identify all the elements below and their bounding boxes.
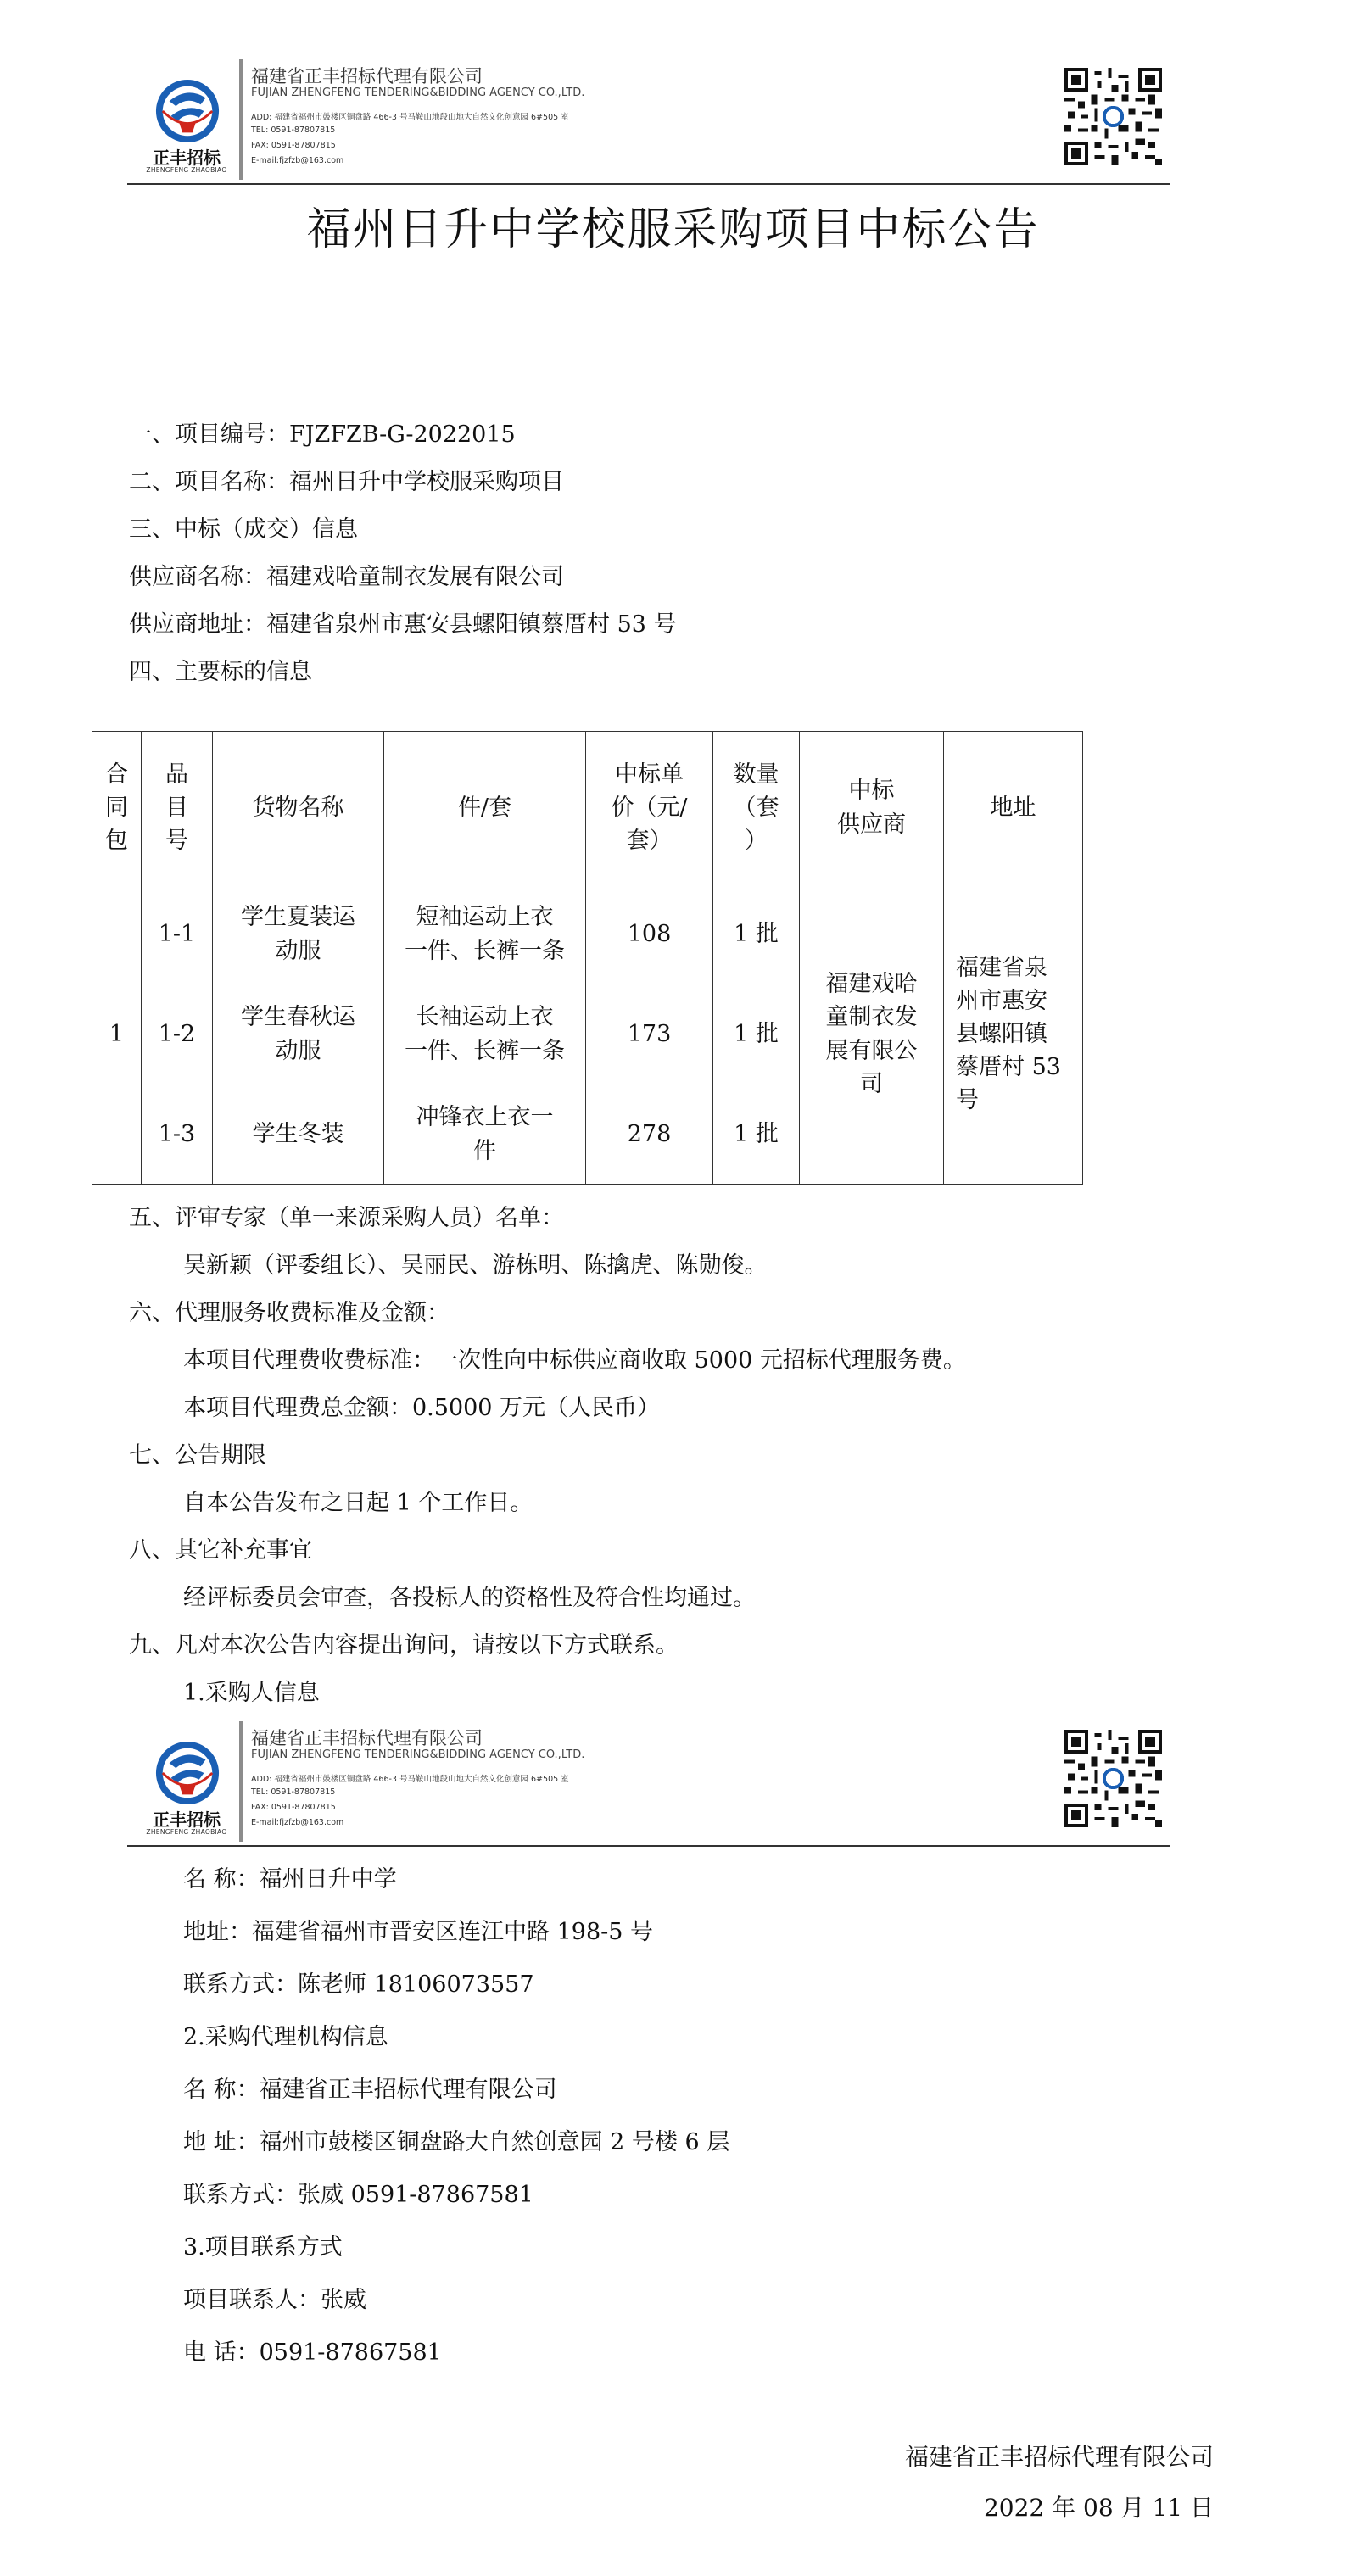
cell-quantity: 1 批 <box>713 984 800 1084</box>
purchaser-address: 地址：福建省福州市晋安区连江中路 198-5 号 <box>183 1919 654 1945</box>
header-unit: 件/套 <box>384 732 586 884</box>
header-goods-name: 货物名称 <box>213 732 384 884</box>
cell-address: 福建省泉 州市惠安 县螺阳镇 蔡厝村 53 号 <box>944 884 1083 1185</box>
experts-list: 吴新颖（评委组长）、吴丽民、游栋明、陈擒虎、陈勋俊。 <box>183 1252 768 1279</box>
letterhead-rule <box>127 1845 1170 1847</box>
header-supplier: 中标 供应商 <box>800 732 944 884</box>
cell-goods: 学生夏装运 动服 <box>213 884 384 984</box>
period-text: 自本公告发布之日起 1 个工作日。 <box>183 1490 533 1516</box>
cell-price: 173 <box>586 984 713 1084</box>
header-quantity: 数量 （套 ） <box>713 732 800 884</box>
project-contact-heading: 3.项目联系方式 <box>183 2234 343 2261</box>
other-heading: 八、其它补充事宜 <box>129 1537 312 1564</box>
agency-contact: 联系方式：张威 0591-87867581 <box>183 2182 533 2208</box>
company-tel: TEL: 0591-87807815 <box>251 1787 336 1797</box>
cell-goods: 学生春秋运 动服 <box>213 984 384 1084</box>
project-contact-phone: 电 话：0591-87867581 <box>183 2339 442 2366</box>
company-logo <box>136 1738 237 1836</box>
cell-price: 108 <box>586 884 713 984</box>
header-unit-price: 中标单 价（元/ 套） <box>586 732 713 884</box>
company-address: ADD: 福建省福州市鼓楼区铜盘路 466-3 号马鞍山地段山地大自然文化创意园 6#505 室 <box>251 1775 569 1784</box>
company-email: E-mail:fjzfzb@163.com <box>251 1818 344 1827</box>
purchaser-heading: 1.采购人信息 <box>183 1680 320 1706</box>
agency-address: 地 址：福州市鼓楼区铜盘路大自然创意园 2 号楼 6 层 <box>183 2129 730 2155</box>
cell-item: 1-3 <box>142 1084 213 1185</box>
brand-pinyin: ZHENGFENG ZHAOBIAO <box>146 1828 227 1836</box>
letterhead-divider <box>239 59 243 180</box>
cell-item: 1-2 <box>142 984 213 1084</box>
document-title: 福州日升中学校服采购项目中标公告 <box>306 204 1040 255</box>
table-header-row <box>92 732 1083 884</box>
header-address: 地址 <box>944 732 1083 884</box>
purchaser-contact: 联系方式：陈老师 18106073557 <box>183 1971 534 1998</box>
cell-unit: 短袖运动上衣 一件、长裤一条 <box>384 884 586 984</box>
supplier-address: 供应商地址：福建省泉州市惠安县螺阳镇蔡厝村 53 号 <box>129 611 677 638</box>
other-text: 经评标委员会审查，各投标人的资格性及符合性均通过。 <box>183 1585 756 1611</box>
company-name-cn: 福建省正丰招标代理有限公司 <box>251 1728 483 1748</box>
company-fax: FAX: 0591-87807815 <box>251 141 336 150</box>
letterhead-top <box>127 59 1170 187</box>
brand-name: 正丰招标 <box>153 148 221 168</box>
company-name-cn: 福建省正丰招标代理有限公司 <box>251 66 483 86</box>
cell-goods: 学生冬装 <box>213 1084 384 1185</box>
header-item-number: 品 目 号 <box>142 732 213 884</box>
letterhead-page2 <box>127 1721 1170 1848</box>
project-name: 二、项目名称：福州日升中学校服采购项目 <box>129 469 564 495</box>
period-heading: 七、公告期限 <box>129 1442 266 1469</box>
items-table <box>92 731 1083 1185</box>
signature-company: 福建省正丰招标代理有限公司 <box>904 2443 1214 2471</box>
letterhead-divider <box>239 1721 243 1842</box>
company-fax: FAX: 0591-87807815 <box>251 1803 336 1812</box>
cell-item: 1-1 <box>142 884 213 984</box>
experts-heading: 五、评审专家（单一来源采购人员）名单： <box>129 1205 564 1231</box>
table-row <box>92 884 1083 984</box>
zhengfeng-logo-icon <box>154 1740 221 1806</box>
letterhead-rule <box>127 183 1170 185</box>
fee-standard: 本项目代理费收费标准：一次性向中标供应商收取 5000 元招标代理服务费。 <box>183 1347 966 1374</box>
cell-unit: 冲锋衣上衣一 件 <box>384 1084 586 1185</box>
cell-quantity: 1 批 <box>713 884 800 984</box>
cell-quantity: 1 批 <box>713 1084 800 1185</box>
qr-code-icon <box>1064 68 1162 165</box>
company-name-en: FUJIAN ZHENGFENG TENDERING&BIDDING AGENCY CO.,LTD. <box>251 86 585 99</box>
zhengfeng-logo-icon <box>154 78 221 144</box>
brand-name: 正丰招标 <box>153 1809 221 1830</box>
company-address: ADD: 福建省福州市鼓楼区铜盘路 466-3 号马鞍山地段山地大自然文化创意园 6#505 室 <box>251 113 569 122</box>
signature-date: 2022 年 08 月 11 日 <box>983 2494 1214 2522</box>
contact-heading: 九、凡对本次公告内容提出询问，请按以下方式联系。 <box>129 1632 679 1659</box>
company-email: E-mail:fjzfzb@163.com <box>251 156 344 165</box>
award-info-heading: 三、中标（成交）信息 <box>129 516 358 543</box>
main-items-heading: 四、主要标的信息 <box>129 659 312 685</box>
brand-pinyin: ZHENGFENG ZHAOBIAO <box>146 166 227 174</box>
cell-price: 278 <box>586 1084 713 1185</box>
cell-unit: 长袖运动上衣 一件、长裤一条 <box>384 984 586 1084</box>
project-number: 一、项目编号：FJZFZB-G-2022015 <box>129 421 516 448</box>
fee-heading: 六、代理服务收费标准及金额： <box>129 1300 450 1326</box>
project-contact-person: 项目联系人：张威 <box>183 2287 366 2313</box>
company-tel: TEL: 0591-87807815 <box>251 125 336 135</box>
qr-code-icon <box>1064 1730 1162 1827</box>
purchaser-name: 名 称：福州日升中学 <box>183 1866 397 1893</box>
fee-total: 本项目代理费总金额：0.5000 万元（人民币） <box>183 1395 661 1421</box>
cell-package: 1 <box>92 884 142 1185</box>
company-name-en: FUJIAN ZHENGFENG TENDERING&BIDDING AGENCY CO.,LTD. <box>251 1748 585 1761</box>
header-contract-package: 合 同 包 <box>92 732 142 884</box>
agency-heading: 2.采购代理机构信息 <box>183 2024 388 2050</box>
agency-name: 名 称：福建省正丰招标代理有限公司 <box>183 2077 557 2103</box>
cell-supplier: 福建戏哈 童制衣发 展有限公 司 <box>800 884 944 1185</box>
supplier-name: 供应商名称：福建戏哈童制衣发展有限公司 <box>129 564 564 590</box>
company-logo <box>136 76 237 174</box>
